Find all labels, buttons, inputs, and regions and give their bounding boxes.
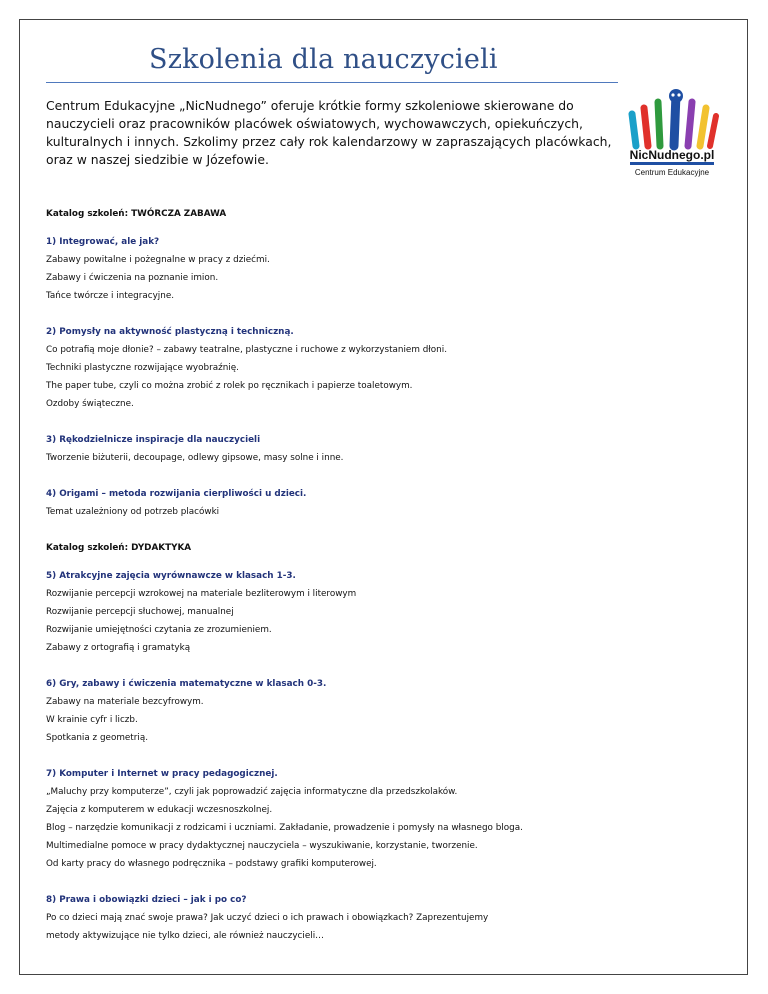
nicnudnego-logo <box>622 84 722 184</box>
course-item: Ozdoby świąteczne. <box>46 399 134 409</box>
catalog-heading: Katalog szkoleń: DYDAKTYKA <box>46 543 192 553</box>
course-item: The paper tube, czyli co można zrobić z rolek po ręcznikach i papierze toaletowym. <box>46 381 413 391</box>
course-item: Temat uzależniony od potrzeb placówki <box>46 507 220 517</box>
logo-hand-5 <box>688 102 692 146</box>
course-item: Od karty pracy do własnego podręcznika – podstawy grafiki komputerowej. <box>46 859 377 869</box>
title-underline <box>46 82 618 83</box>
course-heading: 3) Rękodzielnicze inspiracje dla nauczycieli <box>46 435 261 445</box>
course-item: Spotkania z geometrią. <box>46 733 149 743</box>
course-item: Zabawy i ćwiczenia na poznanie imion. <box>46 273 219 283</box>
course-item: Tworzenie biżuterii, decoupage, odlewy gipsowe, masy solne i inne. <box>46 453 344 463</box>
course-item: Tańce twórcze i integracyjne. <box>46 291 175 301</box>
course-section-8 <box>46 891 736 945</box>
course-heading: 6) Gry, zabawy i ćwiczenia matematyczne w klasach 0-3. <box>46 679 327 689</box>
logo-subtitle: Centrum Edukacyjne <box>634 168 710 177</box>
course-section-7 <box>46 765 736 873</box>
course-item: Rozwijanie percepcji słuchowej, manualnej <box>46 607 234 617</box>
course-heading: 2) Pomysły na aktywność plastyczną i techniczną. <box>46 327 294 337</box>
logo-hand-1 <box>632 114 636 146</box>
course-heading: 7) Komputer i Internet w pracy pedagogicznej. <box>46 769 278 779</box>
course-item: Zajęcia z komputerem w edukacji wczesnoszkolnej. <box>46 805 273 815</box>
logo-hand-3 <box>658 102 660 146</box>
course-heading: 8) Prawa i obowiązki dzieci – jak i po co? <box>46 895 247 905</box>
course-item: Multimedialne pomoce w pracy dydaktycznej nauczyciela – wyszukiwanie, korzystanie, tworzenie. <box>46 841 478 851</box>
logo-hand-7 <box>710 116 716 146</box>
course-item: Co potrafią moje dłonie? – zabawy teatralne, plastyczne i ruchowe z wykorzystaniem dłoni. <box>46 345 447 355</box>
course-item: Techniki plastyczne rozwijające wyobraźnię. <box>46 363 239 373</box>
course-item: Zabawy na materiale bezcyfrowym. <box>46 697 204 707</box>
course-catalog <box>46 205 736 963</box>
course-section-3 <box>46 431 736 467</box>
catalog-heading: Katalog szkoleń: TWÓRCZA ZABAWA <box>46 209 227 219</box>
course-item: „Maluchy przy komputerze”, czyli jak poprowadzić zajęcia informatyczne dla przedszkolaków. <box>46 787 458 797</box>
course-section-2 <box>46 323 736 413</box>
course-section-5 <box>46 567 736 657</box>
intro-line: nauczycieli oraz pracowników placówek oświatowych, wychowawczych, opiekuńczych, <box>46 116 583 131</box>
logo-wordmark: NicNudnego.pl <box>629 148 715 162</box>
course-heading: 5) Atrakcyjne zajęcia wyrównawcze w klasach 1-3. <box>46 571 296 581</box>
logo-hand-2 <box>644 108 648 146</box>
course-section-6 <box>46 675 736 747</box>
intro-line: kulturalnych i innych. Szkolimy przez cały rok kalendarzowy w zapraszających placówkach, <box>46 134 612 149</box>
logo-hand-6 <box>700 108 706 146</box>
course-item: Rozwijanie umiejętności czytania ze zrozumieniem. <box>46 625 272 635</box>
course-item: metody aktywizujące nie tylko dzieci, ale również nauczycieli… <box>46 931 324 941</box>
course-heading: 4) Origami – metoda rozwijania cierpliwości u dzieci. <box>46 489 307 499</box>
course-item: Zabawy powitalne i pożegnalne w pracy z dziećmi. <box>46 255 270 265</box>
course-item: Blog – narzędzie komunikacji z rodzicami i uczniami. Zakładanie, prowadzenie i pomysły na własnego bloga. <box>46 823 523 833</box>
intro-paragraph <box>46 97 612 169</box>
course-section-1 <box>46 233 736 305</box>
course-item: W krainie cyfr i liczb. <box>46 715 138 725</box>
course-item: Po co dzieci mają znać swoje prawa? Jak uczyć dzieci o ich prawach i obowiązkach? Zaprezentujemy <box>46 913 489 923</box>
intro-line: Centrum Edukacyjne „NicNudnego” oferuje krótkie formy szkoleniowe skierowane do <box>46 98 574 113</box>
course-section-4 <box>46 485 736 521</box>
course-item: Rozwijanie percepcji wzrokowej na materiale bezliterowym i literowym <box>46 589 357 599</box>
page-title: Szkolenia dla nauczycieli <box>149 44 498 75</box>
course-item: Zabawy z ortografią i gramatyką <box>46 643 191 653</box>
intro-line: oraz w naszej siedzibie w Józefowie. <box>46 152 269 167</box>
course-heading: 1) Integrować, ale jak? <box>46 237 160 247</box>
